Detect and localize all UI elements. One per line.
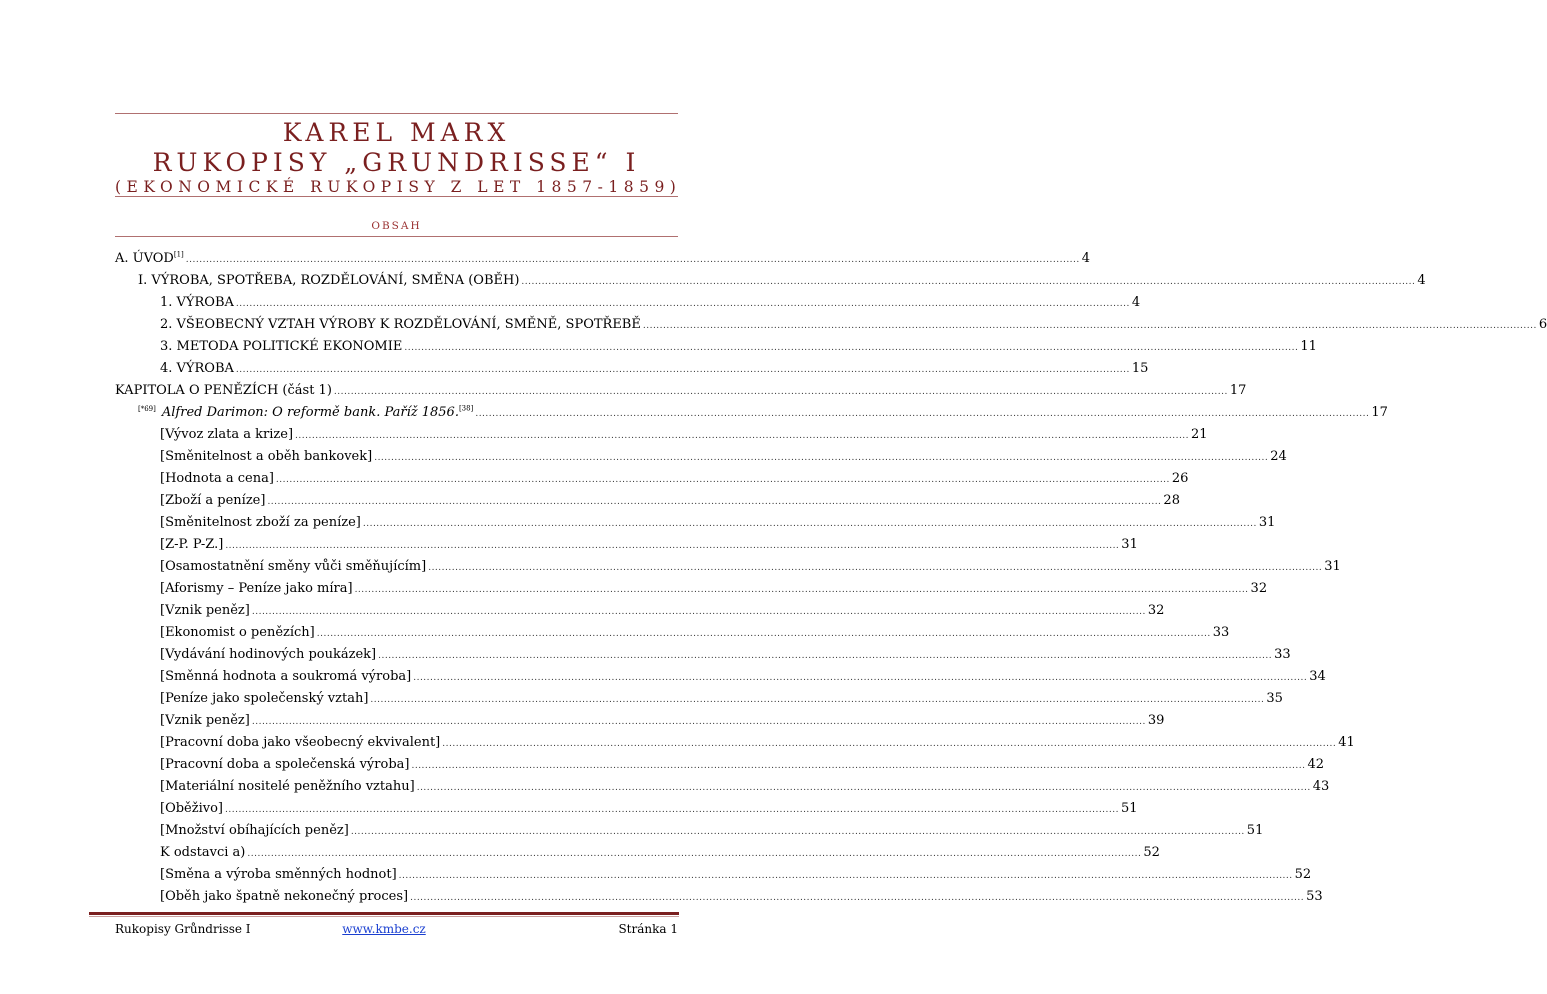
- toc-entry-label: [Ekonomist o penězích]: [160, 625, 315, 640]
- toc-leader-dots: ..........................................................................................................................................................................................................................................................................: [404, 343, 1299, 353]
- toc-leader-dots: ..........................................................................................................................................................................................................................................................................: [295, 431, 1190, 441]
- toc-entry-label: [Pracovní doba jako všeobecný ekvivalent]: [160, 735, 441, 750]
- toc-entry-label: I. VÝROBA, SPOTŘEBA, ROZDĚLOVÁNÍ, SMĚNA (OBĚH): [138, 273, 520, 288]
- toc-entry-page: 31: [1121, 537, 1138, 552]
- toc-entry-label: [Směnitelnost a oběh bankovek]: [160, 449, 373, 464]
- toc-leader-dots: ..........................................................................................................................................................................................................................................................................: [275, 475, 1170, 485]
- toc-entry-page: 33: [1212, 625, 1230, 640]
- toc-entry[interactable]: [160, 798, 1138, 820]
- toc-entry-page: 35: [1266, 691, 1283, 706]
- toc-entry[interactable]: [160, 512, 1276, 534]
- footer-page-number: Stránka 1: [618, 922, 678, 936]
- toc-leader-dots: ..........................................................................................................................................................................................................................................................................: [642, 321, 1537, 331]
- toc-entry-page: 51: [1246, 823, 1264, 838]
- toc-entry[interactable]: [160, 336, 1317, 358]
- toc-leader-dots: ..........................................................................................................................................................................................................................................................................: [413, 673, 1308, 683]
- toc-entry-page: 32: [1250, 581, 1268, 596]
- toc-leader-dots: ..........................................................................................................................................................................................................................................................................: [442, 739, 1337, 749]
- toc-entry-label: [Vznik peněz]: [160, 713, 250, 728]
- toc-entry[interactable]: [160, 314, 1547, 336]
- toc-entry-label: [Z-P. P-Z.]: [160, 537, 224, 552]
- title-author: KAREL MARX: [282, 118, 511, 147]
- toc-entry[interactable]: [160, 732, 1355, 754]
- toc-entry-page: 31: [1324, 559, 1341, 574]
- toc-leader-dots: ..........................................................................................................................................................................................................................................................................: [410, 893, 1305, 903]
- toc-entry-label: [Směnitelnost zboží za peníze]: [160, 515, 361, 530]
- header-bottom-rule: [115, 196, 678, 197]
- toc-heading: OBSAH: [371, 220, 422, 232]
- toc-entry-label: [Směna a výroba směnných hodnot]: [160, 867, 397, 882]
- toc-entry[interactable]: [160, 292, 1141, 314]
- toc-entry[interactable]: [138, 270, 1426, 292]
- toc-entry[interactable]: [115, 380, 1247, 402]
- toc-entry-page: 26: [1171, 471, 1189, 486]
- toc-leader-dots: ..........................................................................................................................................................................................................................................................................: [247, 849, 1142, 859]
- toc-entry-page: 11: [1300, 339, 1317, 354]
- toc-entry-page: 31: [1258, 515, 1276, 530]
- toc-entry-page: 33: [1274, 647, 1291, 662]
- toc-leader-dots: ..........................................................................................................................................................................................................................................................................: [333, 387, 1228, 397]
- toc-leader-dots: ..........................................................................................................................................................................................................................................................................: [225, 805, 1119, 815]
- toc-heading-rule: [115, 236, 678, 237]
- toc-entry[interactable]: [160, 688, 1283, 710]
- toc-leader-dots: ..........................................................................................................................................................................................................................................................................: [374, 453, 1269, 463]
- title-block: [115, 118, 682, 198]
- toc-leader-dots: ..........................................................................................................................................................................................................................................................................: [475, 409, 1370, 419]
- toc-entry[interactable]: [160, 644, 1291, 666]
- toc-leader-dots: ..........................................................................................................................................................................................................................................................................: [411, 761, 1306, 771]
- toc-entry-label: [Peníze jako společenský vztah]: [160, 691, 369, 706]
- toc-entry-label: [Oběh jako špatně nekonečný proces]: [160, 889, 409, 904]
- toc-entry-label: [Aforismy – Peníze jako míra]: [160, 581, 353, 596]
- footer-rule-thin: [89, 916, 679, 917]
- toc-entry-label: 2. VŠEOBECNÝ VZTAH VÝROBY K ROZDĚLOVÁNÍ, SMĚNĚ, SPOTŘEBĚ: [160, 317, 641, 332]
- toc-entry-page: 34: [1309, 669, 1326, 684]
- toc-entry-label: [Vydávání hodinových poukázek]: [160, 647, 377, 662]
- toc-entry[interactable]: [160, 666, 1326, 688]
- toc-entry-label: [Pracovní doba a společenská výroba]: [160, 757, 410, 772]
- toc-entry-page: 51: [1120, 801, 1138, 816]
- toc-leader-dots: ..........................................................................................................................................................................................................................................................................: [378, 651, 1273, 661]
- title-subtitle: (EKONOMICKÉ RUKOPISY Z LET 1857-1859): [115, 178, 682, 196]
- toc-entry-label: A. ÚVOD[1]: [115, 250, 184, 266]
- toc-entry-label: [Hodnota a cena]: [160, 471, 274, 486]
- toc-entry[interactable]: [160, 424, 1208, 446]
- toc-entry-page: 32: [1147, 603, 1165, 618]
- header-top-rule: [115, 113, 678, 114]
- toc-entry-label: [Vývoz zlata a krize]: [160, 427, 294, 442]
- toc-entry-label: [Zboží a peníze]: [160, 493, 266, 508]
- toc-entry-page: 4: [1131, 295, 1141, 310]
- toc-entry-label: [Směnná hodnota a soukromá výroba]: [160, 669, 412, 684]
- toc-entry[interactable]: [160, 358, 1149, 380]
- toc-leader-dots: ..........................................................................................................................................................................................................................................................................: [521, 277, 1416, 287]
- toc-entry[interactable]: [160, 886, 1323, 908]
- toc-leader-dots: ..........................................................................................................................................................................................................................................................................: [251, 717, 1146, 727]
- toc-entry-page: 4: [1081, 251, 1091, 266]
- toc-leader-dots: ..........................................................................................................................................................................................................................................................................: [185, 255, 1080, 265]
- toc-entry[interactable]: [138, 402, 1388, 424]
- toc-entry[interactable]: [160, 578, 1268, 600]
- toc-leader-dots: ..........................................................................................................................................................................................................................................................................: [251, 607, 1146, 617]
- toc-entry-page: 39: [1147, 713, 1165, 728]
- toc-entry-page: 4: [1417, 273, 1426, 288]
- toc-leader-dots: ..........................................................................................................................................................................................................................................................................: [350, 827, 1245, 837]
- toc-leader-dots: ..........................................................................................................................................................................................................................................................................: [316, 629, 1211, 639]
- toc-entry-label: KAPITOLA O PENĚZÍCH (část 1): [115, 383, 332, 398]
- toc-entry-label: [Množství obíhajících peněz]: [160, 823, 349, 838]
- toc-entry-page: 53: [1306, 889, 1323, 904]
- toc-entry-page: 17: [1229, 383, 1247, 398]
- toc-entry-page: 24: [1270, 449, 1287, 464]
- toc-entry-label: 3. METODA POLITICKÉ EKONOMIE: [160, 339, 403, 354]
- toc-entry-page: 28: [1163, 493, 1180, 508]
- toc-entry[interactable]: [160, 534, 1138, 556]
- toc-entry-label: 4. VÝROBA: [160, 361, 234, 376]
- toc-leader-dots: ..........................................................................................................................................................................................................................................................................: [398, 871, 1293, 881]
- toc-entry[interactable]: [160, 820, 1264, 842]
- toc-entry[interactable]: [160, 600, 1165, 622]
- toc-entry-page: 42: [1307, 757, 1324, 772]
- toc-entry-page: 6: [1538, 317, 1547, 332]
- toc-entry[interactable]: [160, 754, 1324, 776]
- toc-entry-label: [Oběživo]: [160, 801, 223, 816]
- toc-leader-dots: ..........................................................................................................................................................................................................................................................................: [235, 365, 1130, 375]
- toc-entry-label: K odstavci a): [160, 845, 246, 860]
- toc-entry-label: 1. VÝROBA: [160, 295, 234, 310]
- toc-entry[interactable]: [160, 446, 1287, 468]
- toc-leader-dots: ..........................................................................................................................................................................................................................................................................: [354, 585, 1249, 595]
- toc-entry-page: 41: [1338, 735, 1355, 750]
- toc-leader-dots: ..........................................................................................................................................................................................................................................................................: [370, 695, 1265, 705]
- toc-leader-dots: ..........................................................................................................................................................................................................................................................................: [428, 563, 1323, 573]
- toc-entry-page: 43: [1312, 779, 1330, 794]
- toc-entry[interactable]: [160, 842, 1160, 864]
- toc-entry[interactable]: [160, 490, 1180, 512]
- footer-document-title: Rukopisy Grůndrisse I: [115, 922, 251, 936]
- toc-entry-page: 52: [1143, 845, 1160, 860]
- toc-entry[interactable]: [160, 468, 1189, 490]
- toc-entry-label: [Materiální nositelé peněžního vztahu]: [160, 779, 415, 794]
- toc-leader-dots: ..........................................................................................................................................................................................................................................................................: [225, 541, 1120, 551]
- footer-website-link[interactable]: www.kmbe.cz: [342, 922, 426, 936]
- toc-entry[interactable]: [160, 622, 1230, 644]
- toc-leader-dots: ..........................................................................................................................................................................................................................................................................: [267, 497, 1162, 507]
- title-work: RUKOPISY „GRUNDRISSE“ I: [152, 148, 641, 177]
- toc-entry[interactable]: [160, 710, 1165, 732]
- toc-leader-dots: ..........................................................................................................................................................................................................................................................................: [235, 299, 1130, 309]
- footer-rule: [89, 912, 679, 915]
- toc-entry-page: 15: [1131, 361, 1149, 376]
- toc-entry-label: [*69] Alfred Darimon: O reformě bank. Paříž 1856.[38]: [138, 404, 474, 420]
- toc-leader-dots: ..........................................................................................................................................................................................................................................................................: [416, 783, 1311, 793]
- toc-entry[interactable]: [160, 864, 1312, 886]
- toc-leader-dots: ..........................................................................................................................................................................................................................................................................: [362, 519, 1257, 529]
- toc-entry-page: 21: [1191, 427, 1208, 442]
- toc-entry-label: [Vznik peněz]: [160, 603, 250, 618]
- toc-entry-page: 17: [1371, 405, 1388, 420]
- toc-entry[interactable]: [160, 776, 1330, 798]
- toc-ref-marker: [*69]: [138, 404, 156, 413]
- toc-entry-page: 52: [1294, 867, 1312, 882]
- toc-entry[interactable]: [115, 248, 1091, 270]
- toc-entry[interactable]: [160, 556, 1341, 578]
- toc-entry-label: [Osamostatnění směny vůči směňujícím]: [160, 559, 427, 574]
